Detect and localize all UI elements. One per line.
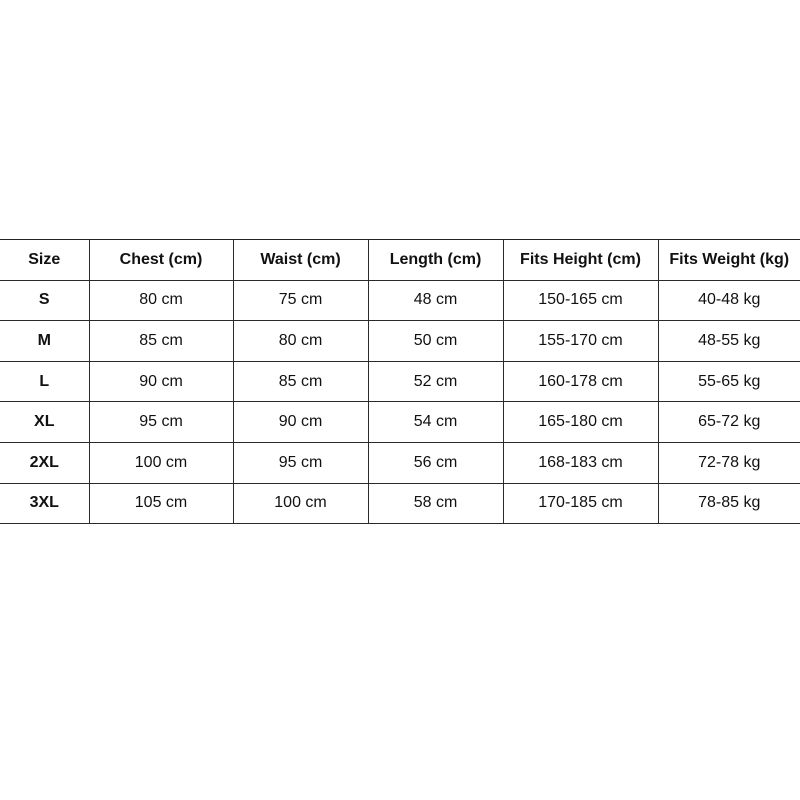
cell-fits-weight: 55-65 kg — [658, 361, 800, 402]
cell-size: L — [0, 361, 89, 402]
table-row — [0, 321, 800, 362]
table-row — [0, 280, 800, 321]
cell-length: 48 cm — [368, 280, 503, 321]
cell-chest: 105 cm — [89, 483, 233, 524]
header-fits-height: Fits Height (cm) — [503, 240, 658, 281]
cell-size: XL — [0, 402, 89, 443]
cell-fits-weight: 72-78 kg — [658, 442, 800, 483]
cell-length: 54 cm — [368, 402, 503, 443]
cell-fits-height: 165-180 cm — [503, 402, 658, 443]
table-row — [0, 402, 800, 443]
cell-size: M — [0, 321, 89, 362]
header-length: Length (cm) — [368, 240, 503, 281]
cell-waist: 80 cm — [233, 321, 368, 362]
table-row — [0, 483, 800, 524]
header-size: Size — [0, 240, 89, 281]
size-chart-table — [0, 239, 800, 524]
cell-size: 2XL — [0, 442, 89, 483]
cell-waist: 85 cm — [233, 361, 368, 402]
cell-length: 56 cm — [368, 442, 503, 483]
cell-fits-height: 150-165 cm — [503, 280, 658, 321]
cell-waist: 90 cm — [233, 402, 368, 443]
table-row — [0, 361, 800, 402]
cell-fits-weight: 78-85 kg — [658, 483, 800, 524]
header-fits-weight: Fits Weight (kg) — [658, 240, 800, 281]
table-row — [0, 442, 800, 483]
cell-waist: 95 cm — [233, 442, 368, 483]
cell-waist: 75 cm — [233, 280, 368, 321]
cell-chest: 90 cm — [89, 361, 233, 402]
cell-fits-height: 155-170 cm — [503, 321, 658, 362]
header-waist: Waist (cm) — [233, 240, 368, 281]
cell-chest: 95 cm — [89, 402, 233, 443]
cell-fits-weight: 48-55 kg — [658, 321, 800, 362]
cell-size: 3XL — [0, 483, 89, 524]
cell-fits-weight: 65-72 kg — [658, 402, 800, 443]
cell-fits-height: 170-185 cm — [503, 483, 658, 524]
header-row — [0, 240, 800, 281]
cell-waist: 100 cm — [233, 483, 368, 524]
cell-chest: 80 cm — [89, 280, 233, 321]
cell-length: 52 cm — [368, 361, 503, 402]
cell-fits-height: 160-178 cm — [503, 361, 658, 402]
cell-fits-weight: 40-48 kg — [658, 280, 800, 321]
table-body — [0, 280, 800, 524]
cell-length: 50 cm — [368, 321, 503, 362]
cell-chest: 85 cm — [89, 321, 233, 362]
cell-size: S — [0, 280, 89, 321]
table-header — [0, 240, 800, 281]
cell-length: 58 cm — [368, 483, 503, 524]
cell-fits-height: 168-183 cm — [503, 442, 658, 483]
cell-chest: 100 cm — [89, 442, 233, 483]
header-chest: Chest (cm) — [89, 240, 233, 281]
